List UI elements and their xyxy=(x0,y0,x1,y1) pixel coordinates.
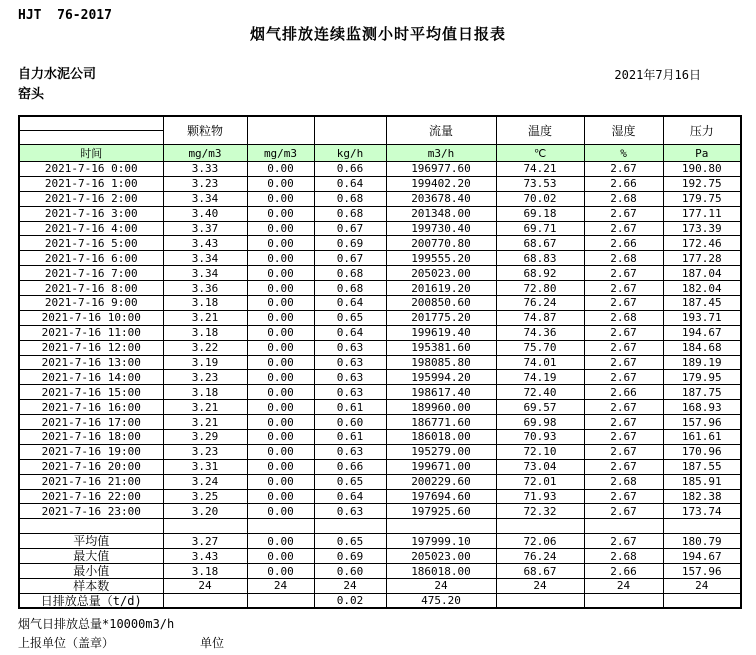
value-cell: 0.65 xyxy=(314,534,386,549)
value-cell: 161.61 xyxy=(663,430,741,445)
group-header-cell: 压力 xyxy=(663,116,741,145)
row-label-cell: 平均值 xyxy=(19,534,163,549)
summary-row xyxy=(19,579,741,594)
unit-header-cell: Pa xyxy=(663,145,741,162)
value-cell: 0.69 xyxy=(314,549,386,564)
value-cell: 0.69 xyxy=(314,236,386,251)
value-cell: 0.00 xyxy=(247,221,314,236)
table-row xyxy=(19,415,741,430)
value-cell: 3.23 xyxy=(163,370,247,385)
value-cell: 0.00 xyxy=(247,415,314,430)
page-title: 烟气排放连续监测小时平均值日报表 xyxy=(249,25,506,43)
value-cell: 195279.00 xyxy=(386,444,496,459)
value-cell: 76.24 xyxy=(496,549,584,564)
row-label-cell: 2021-7-16 0:00 xyxy=(19,162,163,177)
value-cell: 173.74 xyxy=(663,504,741,519)
value-cell: 3.25 xyxy=(163,489,247,504)
value-cell: 185.91 xyxy=(663,474,741,489)
table-body xyxy=(19,162,741,609)
row-label-cell: 2021-7-16 9:00 xyxy=(19,296,163,311)
value-cell: 74.36 xyxy=(496,325,584,340)
value-cell: 2.67 xyxy=(584,415,663,430)
value-cell: 177.11 xyxy=(663,206,741,221)
value-cell: 3.36 xyxy=(163,281,247,296)
value-cell: 69.71 xyxy=(496,221,584,236)
value-cell: 72.80 xyxy=(496,281,584,296)
value-cell: 0.00 xyxy=(247,444,314,459)
value-cell: 0.66 xyxy=(314,162,386,177)
value-cell: 70.93 xyxy=(496,430,584,445)
value-cell: 2.66 xyxy=(584,236,663,251)
value-cell xyxy=(386,519,496,534)
value-cell: 74.87 xyxy=(496,310,584,325)
unit-header-cell: % xyxy=(584,145,663,162)
value-cell: 3.43 xyxy=(163,549,247,564)
value-cell: 2.67 xyxy=(584,430,663,445)
value-cell: 205023.00 xyxy=(386,549,496,564)
table-header xyxy=(19,116,741,162)
value-cell: 3.23 xyxy=(163,176,247,191)
value-cell: 0.63 xyxy=(314,444,386,459)
value-cell: 3.18 xyxy=(163,325,247,340)
table-row xyxy=(19,459,741,474)
value-cell: 2.67 xyxy=(584,489,663,504)
value-cell: 24 xyxy=(163,579,247,594)
value-cell: 2.67 xyxy=(584,459,663,474)
unit-header-cell: m3/h xyxy=(386,145,496,162)
value-cell: 199730.40 xyxy=(386,221,496,236)
value-cell: 0.00 xyxy=(247,385,314,400)
value-cell: 0.63 xyxy=(314,355,386,370)
value-cell: 195381.60 xyxy=(386,340,496,355)
value-cell: 2.67 xyxy=(584,370,663,385)
unit-header-cell: mg/m3 xyxy=(163,145,247,162)
value-cell: 177.28 xyxy=(663,251,741,266)
value-cell: 201348.00 xyxy=(386,206,496,221)
table-row xyxy=(19,296,741,311)
value-cell: 2.66 xyxy=(584,564,663,579)
value-cell: 186018.00 xyxy=(386,564,496,579)
value-cell: 0.68 xyxy=(314,281,386,296)
table-row xyxy=(19,385,741,400)
doc-code: HJT 76-2017 xyxy=(18,8,112,23)
group-header-cell: 温度 xyxy=(496,116,584,145)
value-cell: 0.00 xyxy=(247,370,314,385)
value-cell: 0.00 xyxy=(247,340,314,355)
value-cell: 198085.80 xyxy=(386,355,496,370)
value-cell xyxy=(163,519,247,534)
value-cell: 0.00 xyxy=(247,191,314,206)
value-cell: 172.46 xyxy=(663,236,741,251)
summary-row xyxy=(19,549,741,564)
monitor-location: 窑头 xyxy=(18,87,45,102)
row-label-cell: 2021-7-16 17:00 xyxy=(19,415,163,430)
row-label-cell: 2021-7-16 1:00 xyxy=(19,176,163,191)
value-cell: 0.00 xyxy=(247,549,314,564)
value-cell: 0.64 xyxy=(314,489,386,504)
value-cell: 69.57 xyxy=(496,400,584,415)
value-cell xyxy=(584,519,663,534)
row-label-cell: 2021-7-16 12:00 xyxy=(19,340,163,355)
value-cell: 173.39 xyxy=(663,221,741,236)
value-cell: 0.00 xyxy=(247,176,314,191)
value-cell: 0.67 xyxy=(314,251,386,266)
row-label-cell: 2021-7-16 15:00 xyxy=(19,385,163,400)
value-cell: 71.93 xyxy=(496,489,584,504)
value-cell: 184.68 xyxy=(663,340,741,355)
value-cell: 2.68 xyxy=(584,549,663,564)
table-row xyxy=(19,340,741,355)
row-label-cell: 2021-7-16 18:00 xyxy=(19,430,163,445)
row-label-cell: 2021-7-16 4:00 xyxy=(19,221,163,236)
value-cell: 168.93 xyxy=(663,400,741,415)
value-cell: 2.67 xyxy=(584,340,663,355)
value-cell: 189960.00 xyxy=(386,400,496,415)
row-label-cell: 2021-7-16 11:00 xyxy=(19,325,163,340)
table-row xyxy=(19,206,741,221)
value-cell: 0.61 xyxy=(314,430,386,445)
value-cell: 72.40 xyxy=(496,385,584,400)
value-cell: 2.67 xyxy=(584,162,663,177)
value-cell: 0.00 xyxy=(247,162,314,177)
table-row xyxy=(19,355,741,370)
value-cell: 187.75 xyxy=(663,385,741,400)
group-header-cell xyxy=(247,116,314,145)
value-cell: 3.19 xyxy=(163,355,247,370)
value-cell: 2.67 xyxy=(584,221,663,236)
table-row xyxy=(19,176,741,191)
value-cell: 76.24 xyxy=(496,296,584,311)
table-row xyxy=(19,236,741,251)
table-row xyxy=(19,430,741,445)
value-cell: 24 xyxy=(584,579,663,594)
value-cell: 2.67 xyxy=(584,325,663,340)
value-cell: 170.96 xyxy=(663,444,741,459)
unit-label: 单位 xyxy=(200,636,225,650)
value-cell: 0.00 xyxy=(247,296,314,311)
value-cell: 187.45 xyxy=(663,296,741,311)
value-cell: 3.43 xyxy=(163,236,247,251)
group-header-cell: 颗粒物 xyxy=(163,116,247,145)
value-cell: 69.18 xyxy=(496,206,584,221)
value-cell: 3.34 xyxy=(163,266,247,281)
value-cell: 73.53 xyxy=(496,176,584,191)
value-cell: 179.95 xyxy=(663,370,741,385)
time-column-header: 时间 xyxy=(19,145,163,162)
value-cell: 70.02 xyxy=(496,191,584,206)
value-cell: 0.63 xyxy=(314,504,386,519)
value-cell: 2.67 xyxy=(584,504,663,519)
row-label-cell: 2021-7-16 14:00 xyxy=(19,370,163,385)
value-cell: 3.18 xyxy=(163,385,247,400)
value-cell: 200770.80 xyxy=(386,236,496,251)
value-cell: 201775.20 xyxy=(386,310,496,325)
value-cell: 3.18 xyxy=(163,564,247,579)
row-label-cell: 2021-7-16 13:00 xyxy=(19,355,163,370)
value-cell: 0.60 xyxy=(314,564,386,579)
value-cell: 2.66 xyxy=(584,176,663,191)
value-cell: 0.00 xyxy=(247,266,314,281)
table-row xyxy=(19,310,741,325)
value-cell: 0.00 xyxy=(247,400,314,415)
value-cell: 187.04 xyxy=(663,266,741,281)
value-cell xyxy=(584,593,663,608)
row-label-cell: 日排放总量（t/d) xyxy=(19,593,163,608)
value-cell: 3.18 xyxy=(163,296,247,311)
value-cell: 0.00 xyxy=(247,430,314,445)
row-label-cell: 样本数 xyxy=(19,579,163,594)
value-cell: 72.06 xyxy=(496,534,584,549)
value-cell: 3.20 xyxy=(163,504,247,519)
row-label-cell xyxy=(19,519,163,534)
value-cell xyxy=(247,593,314,608)
value-cell: 3.31 xyxy=(163,459,247,474)
value-cell: 199671.00 xyxy=(386,459,496,474)
value-cell: 2.67 xyxy=(584,266,663,281)
row-label-cell: 2021-7-16 21:00 xyxy=(19,474,163,489)
value-cell: 0.65 xyxy=(314,474,386,489)
value-cell: 73.04 xyxy=(496,459,584,474)
table-row xyxy=(19,266,741,281)
value-cell xyxy=(496,593,584,608)
value-cell xyxy=(314,519,386,534)
value-cell: 2.68 xyxy=(584,191,663,206)
value-cell: 0.00 xyxy=(247,325,314,340)
value-cell: 3.21 xyxy=(163,400,247,415)
summary-row xyxy=(19,534,741,549)
value-cell: 3.34 xyxy=(163,251,247,266)
value-cell: 3.29 xyxy=(163,430,247,445)
value-cell: 194.67 xyxy=(663,549,741,564)
report-date: 2021年7月16日 xyxy=(614,68,701,82)
value-cell: 0.00 xyxy=(247,489,314,504)
value-cell: 74.19 xyxy=(496,370,584,385)
value-cell: 72.32 xyxy=(496,504,584,519)
summary-row xyxy=(19,593,741,608)
row-label-cell: 2021-7-16 2:00 xyxy=(19,191,163,206)
unit-header-cell: kg/h xyxy=(314,145,386,162)
reporting-unit-label: 上报单位（盖章） xyxy=(18,636,115,650)
value-cell: 189.19 xyxy=(663,355,741,370)
row-label-cell: 2021-7-16 3:00 xyxy=(19,206,163,221)
value-cell: 0.67 xyxy=(314,221,386,236)
value-cell: 182.38 xyxy=(663,489,741,504)
value-cell: 0.00 xyxy=(247,310,314,325)
row-label-cell: 最小值 xyxy=(19,564,163,579)
unit-header-row xyxy=(19,145,741,162)
value-cell: 196977.60 xyxy=(386,162,496,177)
row-label-cell: 2021-7-16 19:00 xyxy=(19,444,163,459)
row-label-cell: 2021-7-16 6:00 xyxy=(19,251,163,266)
value-cell: 3.21 xyxy=(163,415,247,430)
value-cell: 0.64 xyxy=(314,296,386,311)
value-cell: 203678.40 xyxy=(386,191,496,206)
value-cell: 0.00 xyxy=(247,504,314,519)
value-cell: 24 xyxy=(386,579,496,594)
value-cell: 0.68 xyxy=(314,206,386,221)
value-cell: 3.22 xyxy=(163,340,247,355)
value-cell: 2.67 xyxy=(584,534,663,549)
value-cell: 24 xyxy=(496,579,584,594)
value-cell: 2.67 xyxy=(584,206,663,221)
value-cell: 2.67 xyxy=(584,444,663,459)
row-label-cell: 2021-7-16 20:00 xyxy=(19,459,163,474)
value-cell: 186771.60 xyxy=(386,415,496,430)
value-cell: 193.71 xyxy=(663,310,741,325)
value-cell: 0.00 xyxy=(247,459,314,474)
value-cell: 192.75 xyxy=(663,176,741,191)
unit-header-cell: ℃ xyxy=(496,145,584,162)
summary-row xyxy=(19,564,741,579)
value-cell: 74.21 xyxy=(496,162,584,177)
table-row xyxy=(19,325,741,340)
value-cell: 3.40 xyxy=(163,206,247,221)
value-cell: 3.34 xyxy=(163,191,247,206)
flue-gas-total-note: 烟气日排放总量*10000m3/h xyxy=(18,617,175,631)
value-cell: 197999.10 xyxy=(386,534,496,549)
value-cell: 0.63 xyxy=(314,370,386,385)
value-cell: 68.67 xyxy=(496,236,584,251)
value-cell: 0.00 xyxy=(247,206,314,221)
value-cell: 0.00 xyxy=(247,355,314,370)
value-cell: 186018.00 xyxy=(386,430,496,445)
value-cell: 157.96 xyxy=(663,564,741,579)
value-cell: 201619.20 xyxy=(386,281,496,296)
value-cell: 194.67 xyxy=(663,325,741,340)
row-label-cell: 2021-7-16 10:00 xyxy=(19,310,163,325)
value-cell xyxy=(663,519,741,534)
value-cell: 182.04 xyxy=(663,281,741,296)
table-row xyxy=(19,489,741,504)
value-cell: 24 xyxy=(314,579,386,594)
value-cell: 72.10 xyxy=(496,444,584,459)
row-label-cell: 2021-7-16 5:00 xyxy=(19,236,163,251)
value-cell: 0.63 xyxy=(314,340,386,355)
value-cell xyxy=(496,519,584,534)
value-cell: 0.65 xyxy=(314,310,386,325)
table-row xyxy=(19,474,741,489)
value-cell: 0.68 xyxy=(314,191,386,206)
time-group-header-split xyxy=(19,116,163,145)
value-cell: 197694.60 xyxy=(386,489,496,504)
value-cell xyxy=(163,593,247,608)
value-cell: 179.75 xyxy=(663,191,741,206)
value-cell: 0.00 xyxy=(247,281,314,296)
value-cell: 68.67 xyxy=(496,564,584,579)
row-label-cell: 最大值 xyxy=(19,549,163,564)
value-cell: 2.66 xyxy=(584,385,663,400)
table-row xyxy=(19,400,741,415)
value-cell: 0.68 xyxy=(314,266,386,281)
value-cell: 0.63 xyxy=(314,385,386,400)
value-cell: 2.67 xyxy=(584,296,663,311)
value-cell: 190.80 xyxy=(663,162,741,177)
value-cell: 2.68 xyxy=(584,310,663,325)
value-cell: 2.68 xyxy=(584,251,663,266)
value-cell: 2.68 xyxy=(584,474,663,489)
value-cell xyxy=(663,593,741,608)
value-cell: 3.33 xyxy=(163,162,247,177)
table-row xyxy=(19,251,741,266)
value-cell: 68.92 xyxy=(496,266,584,281)
value-cell: 199619.40 xyxy=(386,325,496,340)
table-row xyxy=(19,504,741,519)
row-label-cell: 2021-7-16 7:00 xyxy=(19,266,163,281)
value-cell: 0.60 xyxy=(314,415,386,430)
value-cell: 3.27 xyxy=(163,534,247,549)
value-cell: 187.55 xyxy=(663,459,741,474)
table-row xyxy=(19,191,741,206)
table-row xyxy=(19,444,741,459)
value-cell: 24 xyxy=(663,579,741,594)
value-cell: 180.79 xyxy=(663,534,741,549)
value-cell: 2.67 xyxy=(584,355,663,370)
unit-header-cell: mg/m3 xyxy=(247,145,314,162)
value-cell: 0.02 xyxy=(314,593,386,608)
value-cell: 0.00 xyxy=(247,564,314,579)
row-label-cell: 2021-7-16 16:00 xyxy=(19,400,163,415)
row-label-cell: 2021-7-16 8:00 xyxy=(19,281,163,296)
value-cell: 199402.20 xyxy=(386,176,496,191)
value-cell: 68.83 xyxy=(496,251,584,266)
group-header-cell: 湿度 xyxy=(584,116,663,145)
value-cell: 0.00 xyxy=(247,534,314,549)
value-cell: 199555.20 xyxy=(386,251,496,266)
value-cell: 24 xyxy=(247,579,314,594)
value-cell: 197925.60 xyxy=(386,504,496,519)
value-cell: 3.24 xyxy=(163,474,247,489)
value-cell: 0.64 xyxy=(314,325,386,340)
value-cell: 3.23 xyxy=(163,444,247,459)
value-cell: 200850.60 xyxy=(386,296,496,311)
value-cell: 0.64 xyxy=(314,176,386,191)
value-cell: 200229.60 xyxy=(386,474,496,489)
value-cell: 3.37 xyxy=(163,221,247,236)
value-cell: 0.00 xyxy=(247,251,314,266)
value-cell: 72.01 xyxy=(496,474,584,489)
table-row xyxy=(19,281,741,296)
group-header-cell xyxy=(314,116,386,145)
table-row xyxy=(19,221,741,236)
value-cell: 69.98 xyxy=(496,415,584,430)
value-cell: 0.66 xyxy=(314,459,386,474)
value-cell: 195994.20 xyxy=(386,370,496,385)
row-label-cell: 2021-7-16 23:00 xyxy=(19,504,163,519)
value-cell: 475.20 xyxy=(386,593,496,608)
value-cell xyxy=(247,519,314,534)
value-cell: 157.96 xyxy=(663,415,741,430)
spacer-row xyxy=(19,519,741,534)
value-cell: 0.00 xyxy=(247,236,314,251)
value-cell: 75.70 xyxy=(496,340,584,355)
group-header-cell: 流量 xyxy=(386,116,496,145)
value-cell: 198617.40 xyxy=(386,385,496,400)
value-cell: 2.67 xyxy=(584,281,663,296)
value-cell: 3.21 xyxy=(163,310,247,325)
value-cell: 2.67 xyxy=(584,400,663,415)
value-cell: 74.01 xyxy=(496,355,584,370)
table-row xyxy=(19,162,741,177)
group-header-row xyxy=(19,116,741,145)
value-cell: 0.00 xyxy=(247,474,314,489)
value-cell: 205023.00 xyxy=(386,266,496,281)
report-table xyxy=(18,115,742,609)
value-cell: 0.61 xyxy=(314,400,386,415)
table-row xyxy=(19,370,741,385)
company-name: 自力水泥公司 xyxy=(18,67,97,82)
row-label-cell: 2021-7-16 22:00 xyxy=(19,489,163,504)
